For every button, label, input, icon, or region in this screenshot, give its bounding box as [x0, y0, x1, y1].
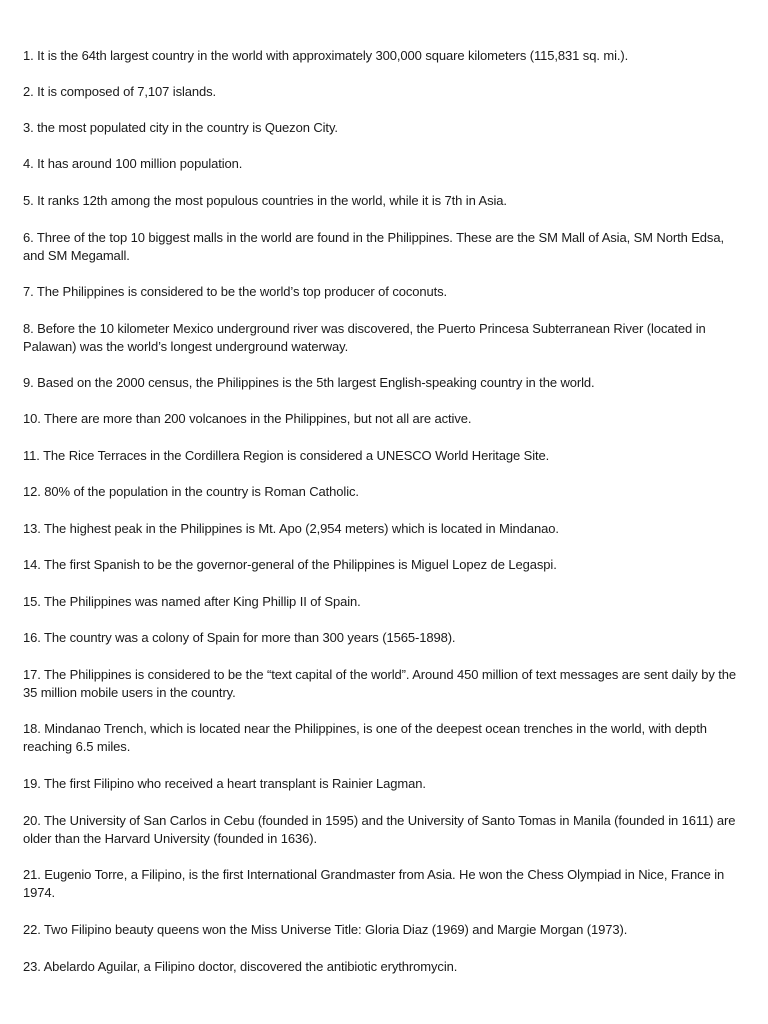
fact-item: 7. The Philippines is considered to be the world’s top producer of coconuts. [23, 284, 448, 299]
fact-item: 19. The first Filipino who received a heart transplant is Rainier Lagman. [23, 776, 426, 791]
fact-item: 22. Two Filipino beauty queens won the Miss Universe Title: Gloria Diaz (1969) and Margie Morgan (1973). [23, 922, 628, 937]
fact-item: 12. 80% of the population in the country is Roman Catholic. [23, 484, 359, 499]
fact-item: 15. The Philippines was named after King Phillip II of Spain. [23, 594, 361, 609]
fact-item: 13. The highest peak in the Philippines is Mt. Apo (2,954 meters) which is located in Mindanao. [23, 521, 559, 536]
fact-item: 21. Eugenio Torre, a Filipino, is the first International Grandmaster from Asia. He won the Chess Olympiad in Nice, France in 1974. [23, 867, 725, 900]
fact-item: 4. It has around 100 million population. [23, 156, 243, 171]
fact-item: 20. The University of San Carlos in Cebu (founded in 1595) and the University of Santo Tomas in Manila (founded in 1611) are older than the Harvard University (founded in 1636). [23, 813, 736, 846]
fact-item: 14. The first Spanish to be the governor-general of the Philippines is Miguel Lopez de Legaspi. [23, 557, 557, 572]
fact-item: 5. It ranks 12th among the most populous countries in the world, while it is 7th in Asia. [23, 193, 507, 208]
fact-item: 6. Three of the top 10 biggest malls in the world are found in the Philippines. These are the SM Mall of Asia, SM North Edsa, and SM Megamall. [23, 230, 724, 263]
fact-item: 11. The Rice Terraces in the Cordillera Region is considered a UNESCO World Heritage Site. [23, 448, 550, 463]
fact-item: 9. Based on the 2000 census, the Philippines is the 5th largest English-speaking country in the world. [23, 375, 595, 390]
fact-item: 10. There are more than 200 volcanoes in the Philippines, but not all are active. [23, 411, 472, 426]
fact-item: 16. The country was a colony of Spain for more than 300 years (1565-1898). [23, 630, 456, 645]
fact-item: 23. Abelardo Aguilar, a Filipino doctor, discovered the antibiotic erythromycin. [23, 959, 458, 974]
fact-item: 17. The Philippines is considered to be the “text capital of the world”. Around 450 million of text messages are sent daily by the 35 million mobile users in the country. [23, 667, 737, 700]
fact-item: 3. the most populated city in the country is Quezon City. [23, 120, 338, 135]
fact-item: 1. It is the 64th largest country in the world with approximately 300,000 square kilometers (115,831 sq. mi.). [23, 48, 629, 63]
fact-item: 8. Before the 10 kilometer Mexico underground river was discovered, the Puerto Princesa Subterranean River (located in Palawan) was the world’s longest underground waterway. [23, 321, 706, 354]
fact-item: 18. Mindanao Trench, which is located near the Philippines, is one of the deepest ocean trenches in the world, with depth reaching 6.5 miles. [23, 721, 707, 754]
fact-item: 2. It is composed of 7,107 islands. [23, 84, 217, 99]
